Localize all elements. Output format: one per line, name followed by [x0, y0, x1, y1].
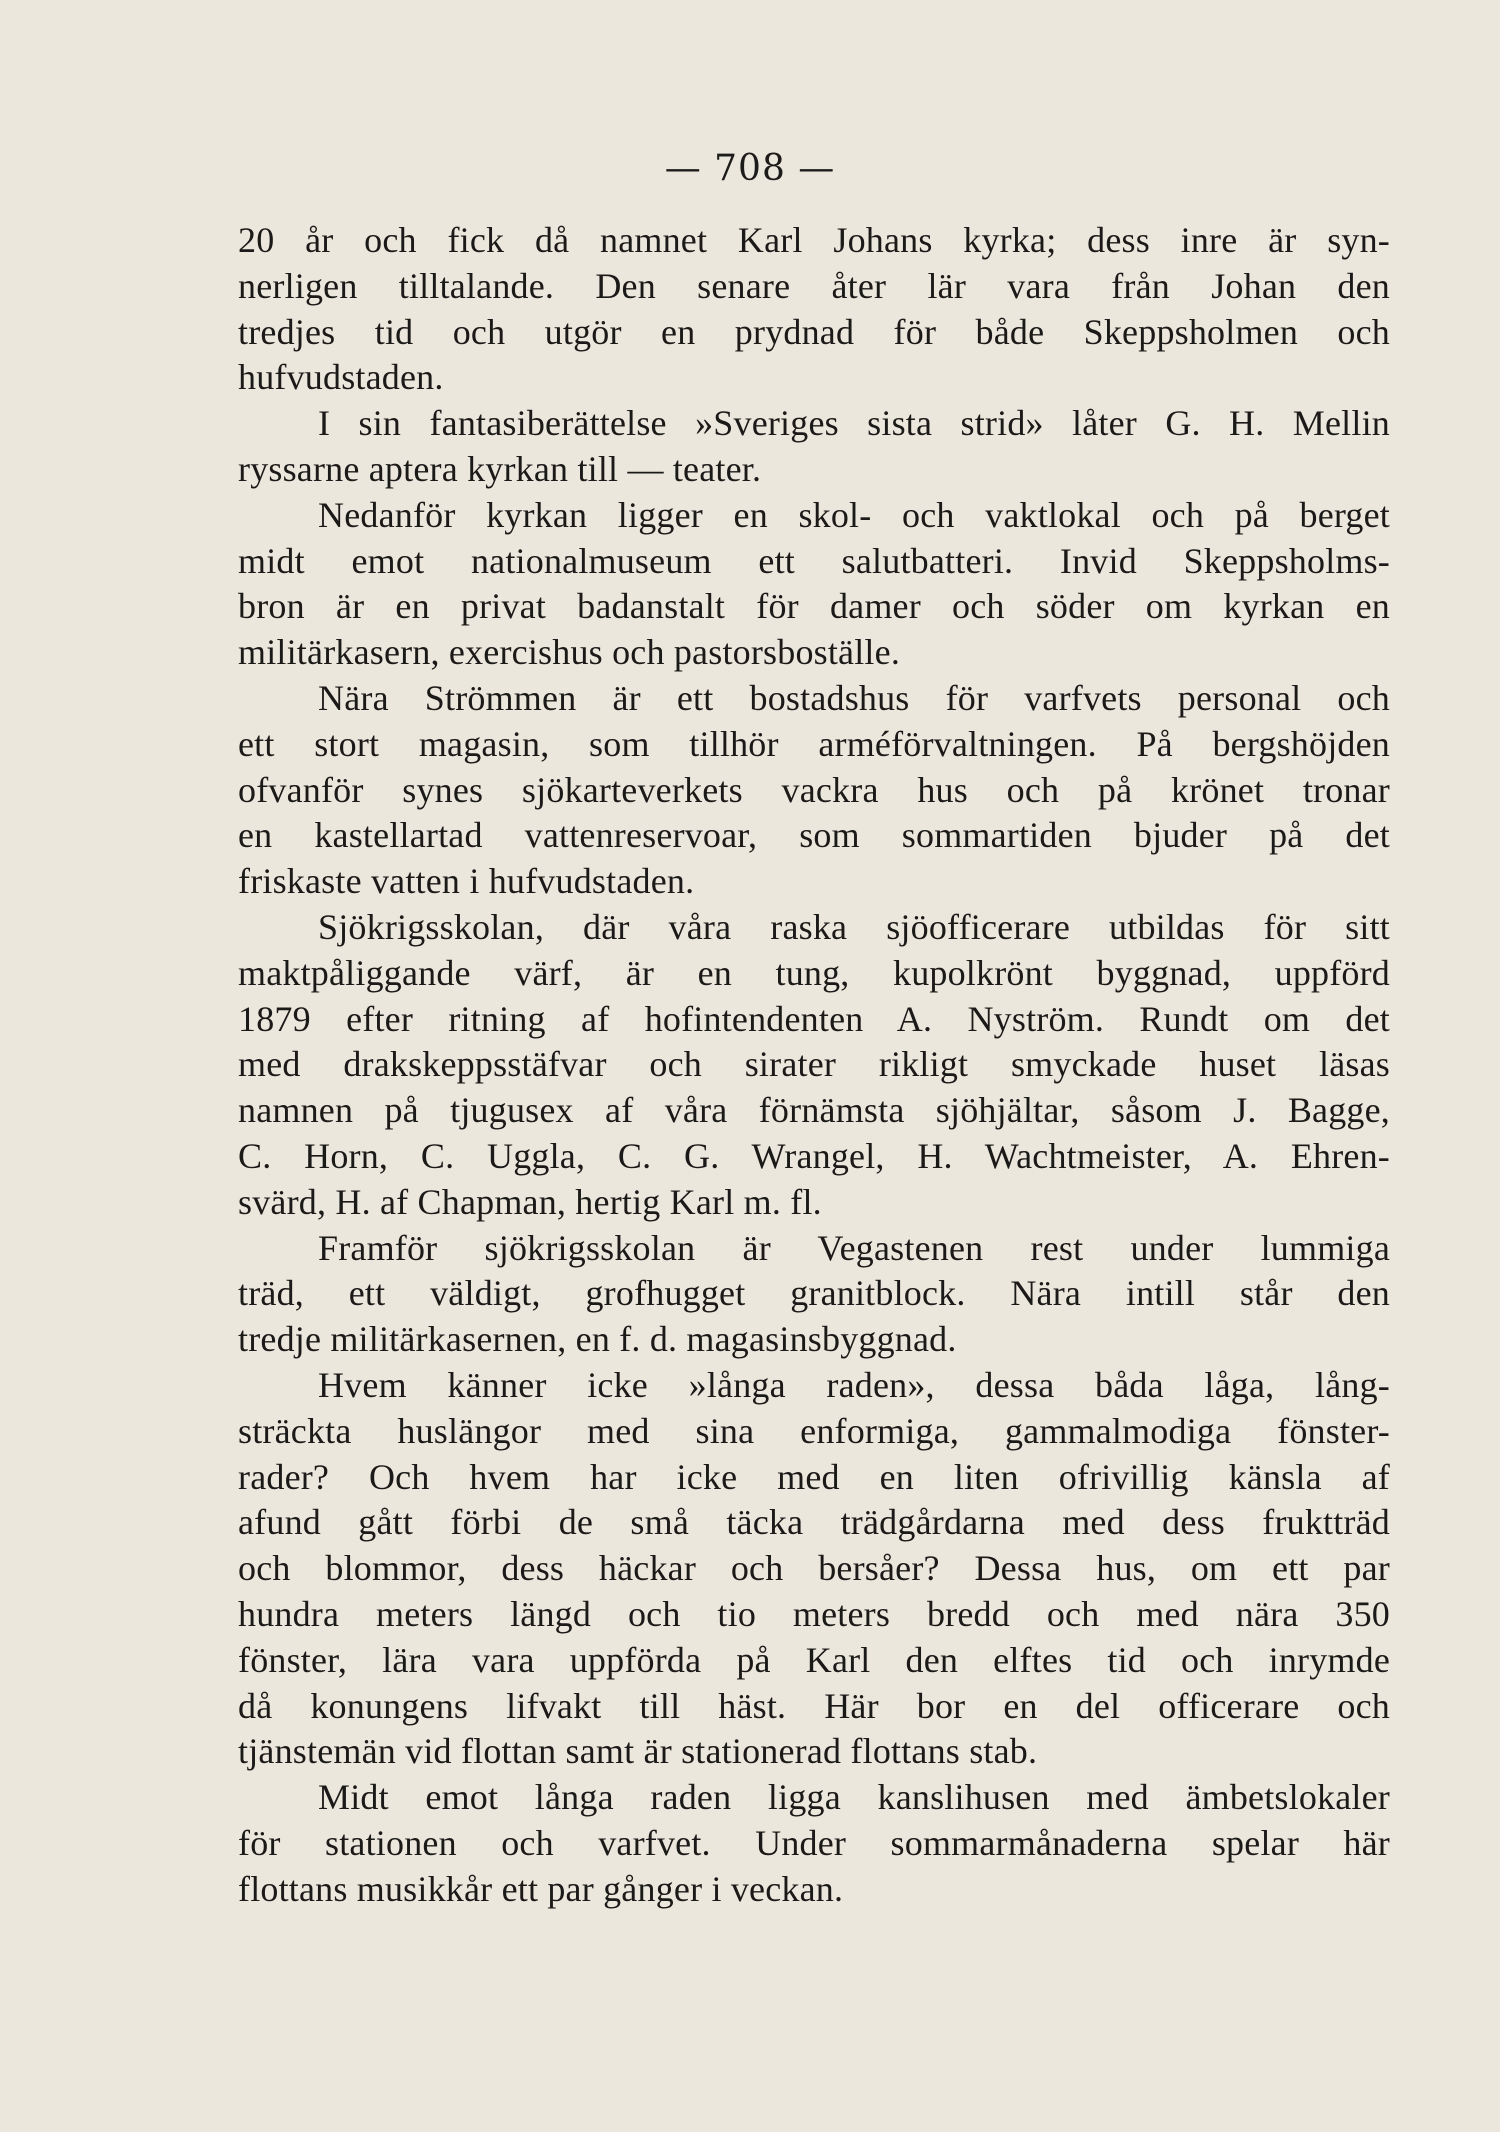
text-line: flottans musikkår ett par gånger i veckan.	[238, 1868, 844, 1909]
paragraph	[238, 676, 1390, 905]
text-line: maktpåliggande värf, är en tung, kupolkrönt byggnad, uppförd	[238, 952, 1390, 993]
text-line: sträckta huslängor med sina enformiga, gammalmodiga fönster-	[238, 1410, 1390, 1451]
text-line: ryssarne aptera kyrkan till — teater.	[238, 448, 762, 489]
text-line: Nedanför kyrkan ligger en skol- och vaktlokal och på berget	[318, 494, 1390, 535]
text-line: Sjökrigsskolan, där våra raska sjöofficerare utbildas för sitt	[318, 906, 1390, 947]
paragraph	[238, 218, 1390, 401]
text-line: med drakskeppsstäfvar och sirater rikligt smyckade huset läsas	[238, 1044, 1390, 1085]
paragraph	[238, 1226, 1390, 1363]
text-line: bron är en privat badanstalt för damer och söder om kyrkan en	[238, 586, 1390, 627]
paragraph	[238, 905, 1390, 1226]
text-line: träd, ett väldigt, grofhugget granitblock. Nära intill står den	[238, 1273, 1390, 1314]
text-line: midt emot nationalmuseum ett salutbatteri. Invid Skeppsholms-	[238, 540, 1390, 581]
text-line: fönster, lära vara uppförda på Karl den elftes tid och inrymde	[238, 1639, 1390, 1680]
text-line: hundra meters längd och tio meters bredd och med nära 350	[238, 1593, 1390, 1634]
text-line: svärd, H. af Chapman, hertig Karl m. fl.	[238, 1181, 822, 1222]
paragraph	[238, 1775, 1390, 1912]
text-line: C. Horn, C. Uggla, C. G. Wrangel, H. Wachtmeister, A. Ehren-	[238, 1135, 1390, 1176]
paragraph	[238, 493, 1390, 676]
text-line: Midt emot långa raden ligga kanslihusen med ämbetslokaler	[318, 1777, 1390, 1818]
text-line: militärkasern, exercishus och pastorsboställe.	[238, 632, 901, 673]
body-text	[238, 218, 1390, 1912]
text-line: namnen på tjugusex af våra förnämsta sjöhjältar, såsom J. Bagge,	[238, 1090, 1390, 1131]
paragraph	[238, 1363, 1390, 1775]
text-line: nerligen tilltalande. Den senare åter lär vara från Johan den	[238, 265, 1390, 306]
text-line: tjänstemän vid flottan samt är stationerad flottans stab.	[238, 1731, 1038, 1772]
text-line: då konungens lifvakt till häst. Här bor en del officerare och	[238, 1685, 1390, 1726]
text-line: Hvem känner icke »långa raden», dessa båda låga, lång-	[318, 1364, 1390, 1405]
text-line: för stationen och varfvet. Under sommarmånaderna spelar här	[238, 1822, 1390, 1863]
text-line: ett stort magasin, som tillhör arméförvaltningen. På bergshöjden	[238, 723, 1390, 764]
text-line: Framför sjökrigsskolan är Vegastenen rest under lummiga	[318, 1227, 1390, 1268]
text-line: hufvudstaden.	[238, 357, 444, 398]
text-line: tredjes tid och utgör en prydnad för både Skeppsholmen och	[238, 311, 1390, 352]
text-line: afund gått förbi de små täcka trädgårdarna med dess fruktträd	[238, 1502, 1390, 1543]
text-line: ofvanför synes sjökarteverkets vackra hus och på krönet tronar	[238, 769, 1390, 810]
text-line: rader? Och hvem har icke med en liten ofrivillig känsla af	[238, 1456, 1390, 1497]
text-line: 20 år och fick då namnet Karl Johans kyrka; dess inre är syn-	[238, 220, 1390, 260]
text-line: 1879 efter ritning af hofintendenten A. Nyström. Rundt om det	[238, 998, 1390, 1039]
text-line: friskaste vatten i hufvudstaden.	[238, 861, 695, 902]
text-line: och blommor, dess häckar och bersåer? Dessa hus, om ett par	[238, 1548, 1390, 1589]
text-line: tredje militärkasernen, en f. d. magasinsbyggnad.	[238, 1319, 957, 1360]
page-number: — 708 —	[664, 148, 836, 189]
text-line: I sin fantasiberättelse »Sveriges sista strid» låter G. H. Mellin	[318, 403, 1390, 444]
paragraph	[238, 401, 1390, 493]
text-line: en kastellartad vattenreservoar, som sommartiden bjuder på det	[238, 815, 1390, 856]
text-line: Nära Strömmen är ett bostadshus för varfvets personal och	[318, 677, 1390, 718]
